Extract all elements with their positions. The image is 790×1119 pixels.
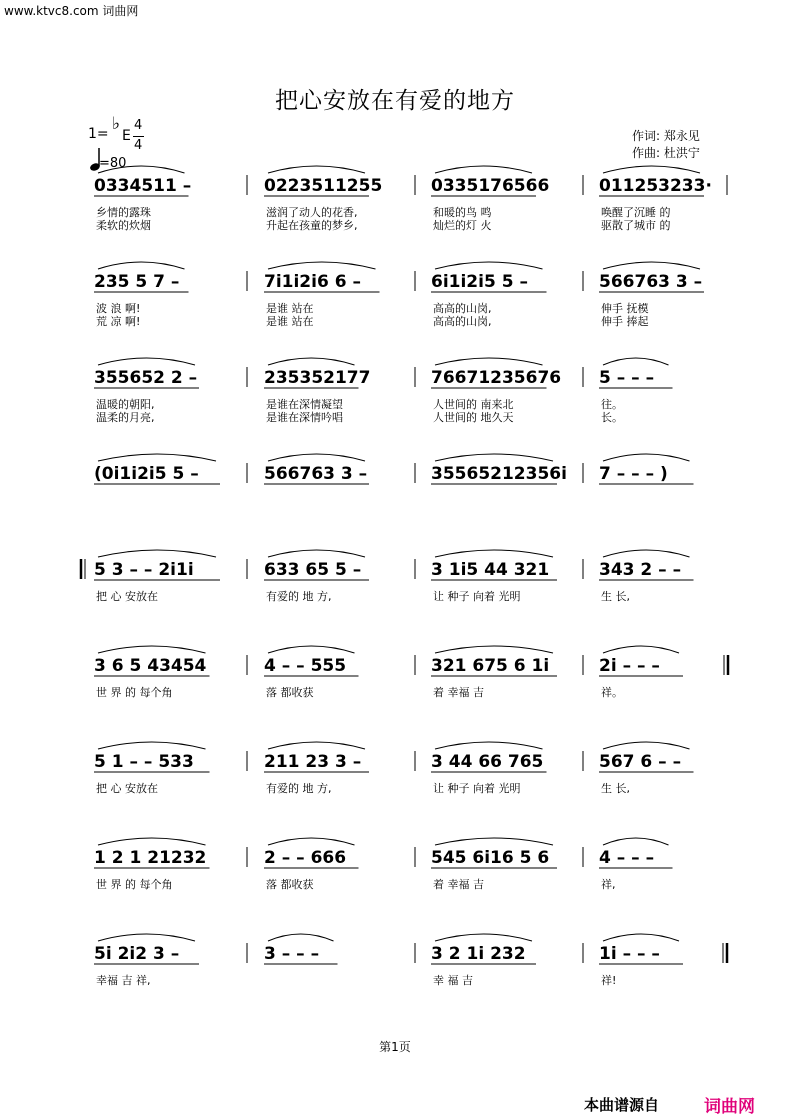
lyric-verse-2: 是谁在深情吟唱	[266, 411, 343, 424]
lyric-verse-1: 有爱的 地 方,	[266, 590, 332, 603]
measure-notes: 2 – – 666	[264, 848, 347, 868]
measure-notes: 1 2 1 21232	[94, 848, 207, 868]
measure-notes: 0334511 –	[94, 176, 192, 196]
lyric-verse-1: 祥。	[601, 686, 623, 699]
measure-notes: 011253233·	[599, 176, 712, 196]
slur-arc	[268, 454, 365, 461]
slur-arc	[603, 934, 679, 941]
lyric-verse-2: 灿烂的灯 火	[433, 219, 492, 232]
slur-arc	[98, 262, 185, 269]
lyric-verse-1: 是谁在深情凝望	[266, 398, 343, 411]
lyric-verse-1: 着 幸福 吉	[433, 878, 484, 891]
measure-notes: 566763 3 –	[264, 464, 368, 484]
tempo-marking: =80	[99, 156, 127, 171]
song-title: 把心安放在有爱的地方	[275, 88, 515, 114]
measure-notes: 545 6i16 5 6	[431, 848, 550, 868]
lyric-verse-2: 温柔的月亮,	[96, 411, 155, 424]
slur-arc	[268, 934, 334, 941]
lyric-verse-1: 是谁 站在	[266, 302, 314, 315]
measure-notes: 5 1 – – 533	[94, 752, 194, 772]
slur-arc	[98, 166, 185, 173]
lyric-verse-1: 波 浪 啊!	[96, 302, 141, 315]
slur-arc	[268, 262, 376, 269]
lyric-verse-1: 把 心 安放在	[96, 782, 158, 795]
measure-notes: 321 675 6 1i	[431, 656, 550, 676]
composer-credit: 作曲: 杜洪宁	[632, 146, 700, 160]
lyric-verse-1: 乡情的露珠	[96, 206, 151, 219]
measure-notes: 7i1i2i6 6 –	[264, 272, 361, 292]
lyric-verse-2: 伸手 捧起	[601, 315, 649, 328]
slur-arc	[603, 550, 690, 557]
lyric-verse-2: 驱散了城市 的	[601, 219, 671, 232]
slur-arc	[435, 166, 532, 173]
lyric-verse-1: 幸 福 吉	[433, 974, 473, 987]
page-number: 第1页	[379, 1040, 411, 1054]
lyric-verse-1: 着 幸福 吉	[433, 686, 484, 699]
lyric-verse-1: 世 界 的 每个角	[96, 878, 173, 891]
slur-arc	[435, 646, 553, 653]
key-label: 1=	[88, 126, 109, 142]
lyric-verse-1: 祥,	[601, 878, 616, 891]
measure-notes: 3 – – –	[264, 944, 320, 964]
time-signature-denominator: 4	[134, 138, 143, 153]
lyric-verse-1: 高高的山岗,	[433, 302, 492, 315]
slur-arc	[98, 454, 216, 461]
measure-notes: 343 2 – –	[599, 560, 682, 580]
slur-arc	[98, 646, 206, 653]
lyric-verse-1: 落 都收获	[266, 686, 314, 699]
measure-notes: 235352177	[264, 368, 371, 388]
lyric-verse-1: 有爱的 地 方,	[266, 782, 332, 795]
lyric-verse-1: 唤醒了沉睡 的	[601, 206, 671, 219]
measure-notes: 3 2 1i 232	[431, 944, 526, 964]
lyric-verse-2: 是谁 站在	[266, 315, 314, 328]
lyric-verse-1: 把 心 安放在	[96, 590, 158, 603]
measure-notes: 5i 2i2 3 –	[94, 944, 180, 964]
lyric-verse-1: 生 长,	[601, 782, 630, 795]
slur-arc	[268, 838, 355, 845]
lyric-verse-1: 祥!	[601, 974, 617, 987]
slur-arc	[435, 838, 553, 845]
slur-arc	[603, 838, 669, 845]
lyric-verse-2: 长。	[601, 411, 623, 424]
slur-arc	[435, 454, 553, 461]
lyricist-credit: 作词: 郑永见	[632, 129, 700, 143]
slur-arc	[435, 934, 532, 941]
measure-notes: 4 – – 555	[264, 656, 347, 676]
measure-notes: 633 65 5 –	[264, 560, 362, 580]
slur-arc	[268, 166, 365, 173]
slur-arc	[268, 742, 365, 749]
slur-arc	[603, 358, 669, 365]
lyric-verse-1: 让 种子 向着 光明	[433, 782, 521, 795]
measure-notes: 5 – – –	[599, 368, 655, 388]
lyric-verse-2: 升起在孩童的梦乡,	[266, 219, 358, 232]
slur-arc	[268, 550, 365, 557]
slur-arc	[603, 742, 690, 749]
lyric-verse-1: 滋润了动人的花香,	[266, 206, 358, 219]
slur-arc	[603, 454, 690, 461]
lyric-verse-2: 荒 凉 啊!	[96, 315, 141, 328]
measure-notes: 2i – – –	[599, 656, 660, 676]
measure-notes: 35565212356i	[431, 464, 567, 484]
slur-arc	[98, 358, 195, 365]
lyric-verse-2: 人世间的 地久天	[433, 411, 514, 424]
slur-arc	[603, 646, 679, 653]
slur-arc	[98, 550, 216, 557]
slur-arc	[98, 934, 195, 941]
measure-notes: 3 6 5 43454	[94, 656, 207, 676]
slur-arc	[98, 742, 206, 749]
site-url[interactable]: www.ktvc8.com 词曲网	[4, 4, 139, 18]
slur-arc	[603, 166, 700, 173]
measure-notes: 7 – – – )	[599, 464, 668, 484]
lyric-verse-1: 温暖的朝阳,	[96, 398, 155, 411]
key-flat: ♭	[112, 114, 121, 134]
lyric-verse-1: 世 界 的 每个角	[96, 686, 173, 699]
time-signature-numerator: 4	[134, 118, 143, 133]
slur-arc	[268, 646, 355, 653]
lyric-verse-2: 高高的山岗,	[433, 315, 492, 328]
lyric-verse-1: 生 长,	[601, 590, 630, 603]
measure-notes: 0335176566	[431, 176, 550, 196]
measure-notes: 3 1i5 44 321	[431, 560, 550, 580]
lyric-verse-1: 和暖的鸟 鸣	[433, 206, 492, 219]
measure-notes: 3 44 66 765	[431, 752, 544, 772]
measure-notes: 4 – – –	[599, 848, 655, 868]
lyric-verse-1: 让 种子 向着 光明	[433, 590, 521, 603]
key-letter: E	[122, 128, 131, 144]
measure-notes: 5 3 – – 2i1i	[94, 560, 194, 580]
lyric-verse-1: 幸福 吉 祥,	[96, 974, 151, 987]
slur-arc	[98, 838, 206, 845]
slur-arc	[435, 550, 553, 557]
measure-notes: 567 6 – –	[599, 752, 682, 772]
lyric-verse-2: 柔软的炊烟	[96, 219, 151, 232]
measure-notes: 0223511255	[264, 176, 383, 196]
measure-notes: 6i1i2i5 5 –	[431, 272, 528, 292]
slur-arc	[435, 262, 543, 269]
measure-notes: 235 5 7 –	[94, 272, 180, 292]
lyric-verse-1: 伸手 抚模	[601, 302, 649, 315]
measure-notes: 76671235676	[431, 368, 562, 388]
footer-source-label: 本曲谱源自	[584, 1096, 660, 1114]
measure-notes: (0i1i2i5 5 –	[94, 464, 199, 484]
footer-brand-logo[interactable]: 词曲网	[704, 1097, 755, 1117]
measure-notes: 355652 2 –	[94, 368, 198, 388]
lyric-verse-1: 落 都收获	[266, 878, 314, 891]
measure-notes: 1i – – –	[599, 944, 660, 964]
slur-arc	[435, 742, 543, 749]
slur-arc	[603, 262, 700, 269]
slur-arc	[268, 358, 355, 365]
measure-notes: 566763 3 –	[599, 272, 703, 292]
measure-notes: 211 23 3 –	[264, 752, 362, 772]
lyric-verse-1: 人世间的 南来北	[433, 398, 514, 411]
slur-arc	[435, 358, 543, 365]
lyric-verse-1: 往。	[601, 398, 623, 411]
